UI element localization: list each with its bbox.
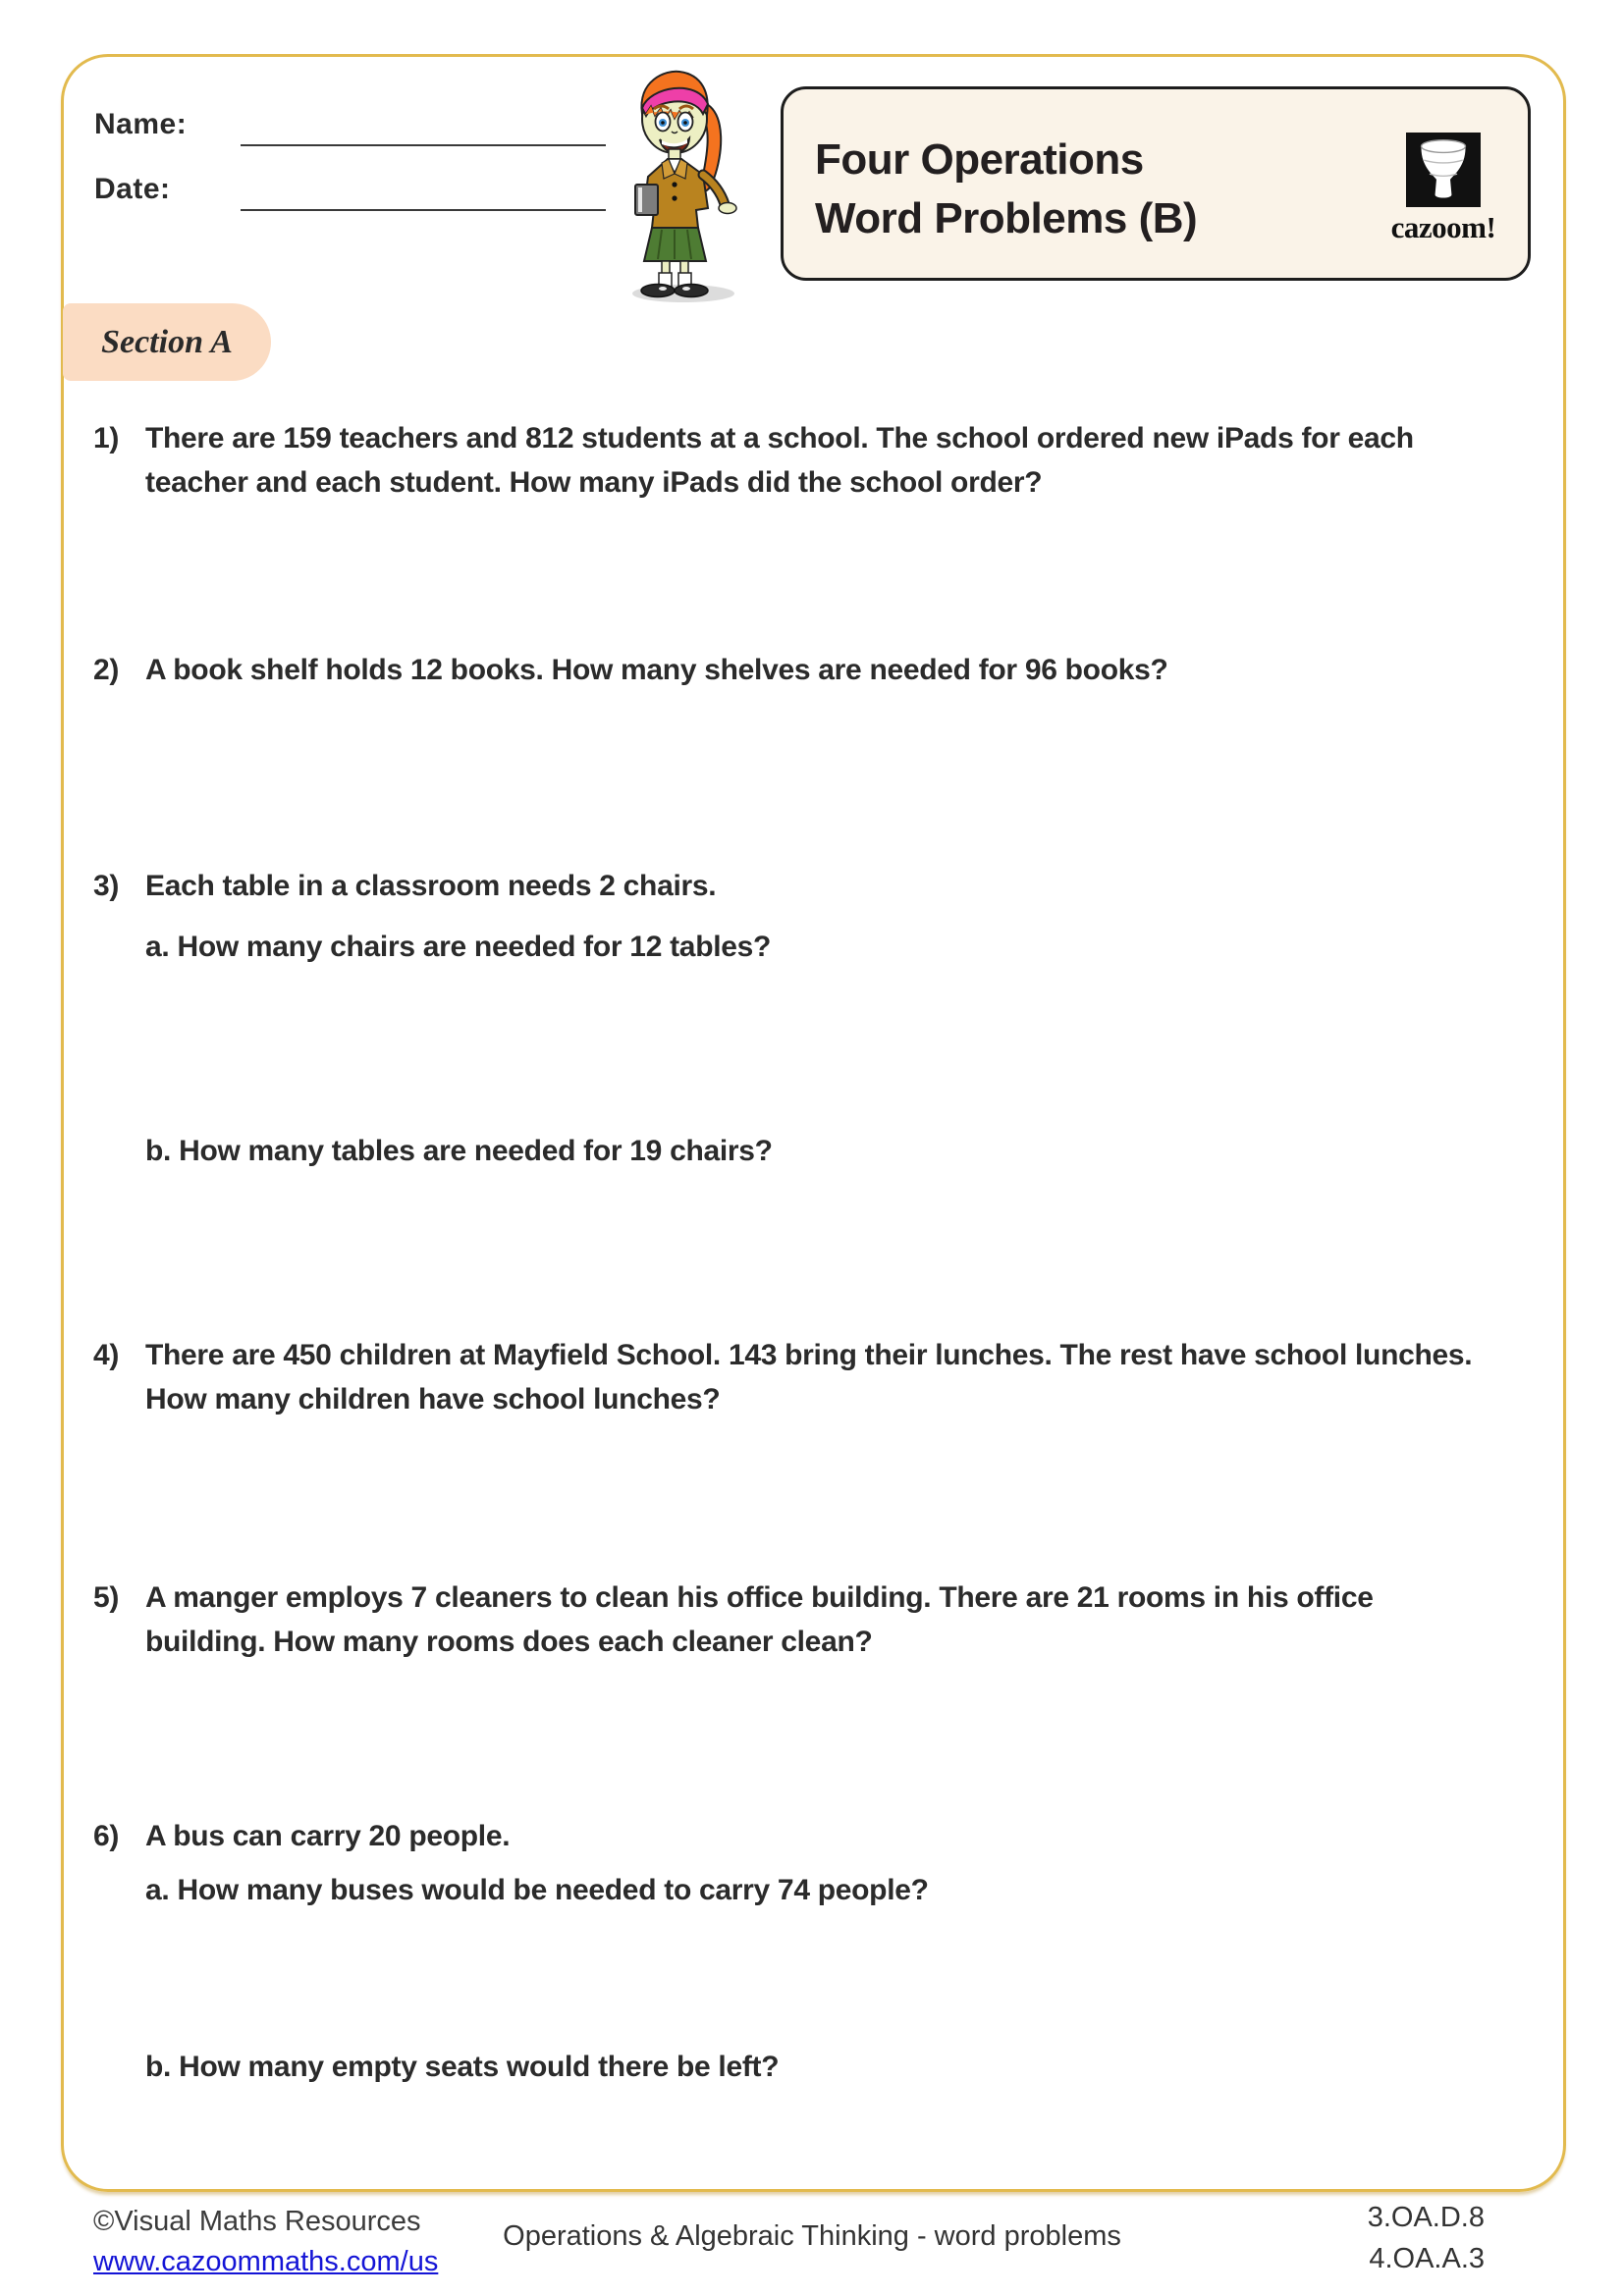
question-6a-text: a. How many buses would be needed to carry 74 people?	[145, 1874, 929, 1906]
cazoom-logo-text: cazoom!	[1390, 210, 1496, 244]
cazoom-website-link[interactable]: www.cazoommaths.com/us	[93, 2246, 439, 2277]
name-label: Name:	[94, 108, 188, 140]
question-3	[93, 864, 1473, 908]
question-2	[93, 648, 1473, 692]
question-3-text: Each table in a classroom needs 2 chairs.	[145, 870, 717, 902]
date-write-line	[241, 209, 606, 211]
question-5-text: A manger employs 7 cleaners to clean his office building. There are 21 rooms in his office building. How many rooms does each cleaner clean?	[145, 1581, 1374, 1658]
question-1-number: 1)	[93, 422, 120, 454]
question-6	[93, 1814, 1473, 1858]
question-1	[93, 416, 1473, 505]
question-4-text: There are 450 children at Mayfield School. 143 bring their lunches. The rest have school lunches. How many children have school lunches?	[145, 1339, 1473, 1415]
question-6b-text: b. How many empty seats would there be left?	[145, 2051, 780, 2083]
question-2-number: 2)	[93, 654, 120, 686]
standards-codes	[1368, 2197, 1485, 2279]
question-3b-text: b. How many tables are needed for 19 chairs?	[145, 1135, 773, 1167]
copyright-text: ©Visual Maths Resources	[93, 2206, 421, 2237]
question-1-text: There are 159 teachers and 812 students at a school. The school ordered new iPads for each teacher and each student. How many iPads did the school order?	[145, 422, 1414, 499]
drum-icon	[1406, 133, 1481, 207]
section-a-header	[63, 303, 271, 381]
title-line-1: Four Operations	[815, 135, 1144, 184]
standard-code-2: 4.OA.A.3	[1369, 2243, 1485, 2274]
section-a-label: Section A	[101, 323, 233, 360]
question-3-number: 3)	[93, 870, 120, 902]
title-box	[781, 86, 1531, 281]
standard-code-1: 3.OA.D.8	[1367, 2202, 1485, 2233]
title-line-2: Word Problems (B)	[815, 194, 1198, 242]
question-4-number: 4)	[93, 1339, 120, 1371]
student-cartoon-image	[619, 59, 748, 306]
date-label: Date:	[94, 173, 171, 205]
cazoom-logo	[1380, 133, 1506, 245]
question-3a-text: a. How many chairs are needed for 12 tables?	[145, 931, 772, 963]
question-6-text: A bus can carry 20 people.	[145, 1820, 511, 1852]
footer-topic-text: Operations & Algebraic Thinking - word problems	[503, 2220, 1121, 2252]
question-4	[93, 1333, 1473, 1421]
name-write-line	[241, 144, 606, 146]
question-5	[93, 1575, 1473, 1664]
worksheet-title	[815, 131, 1197, 248]
question-6-number: 6)	[93, 1820, 120, 1852]
question-5-number: 5)	[93, 1581, 120, 1614]
question-2-text: A book shelf holds 12 books. How many shelves are needed for 96 books?	[145, 654, 1168, 686]
